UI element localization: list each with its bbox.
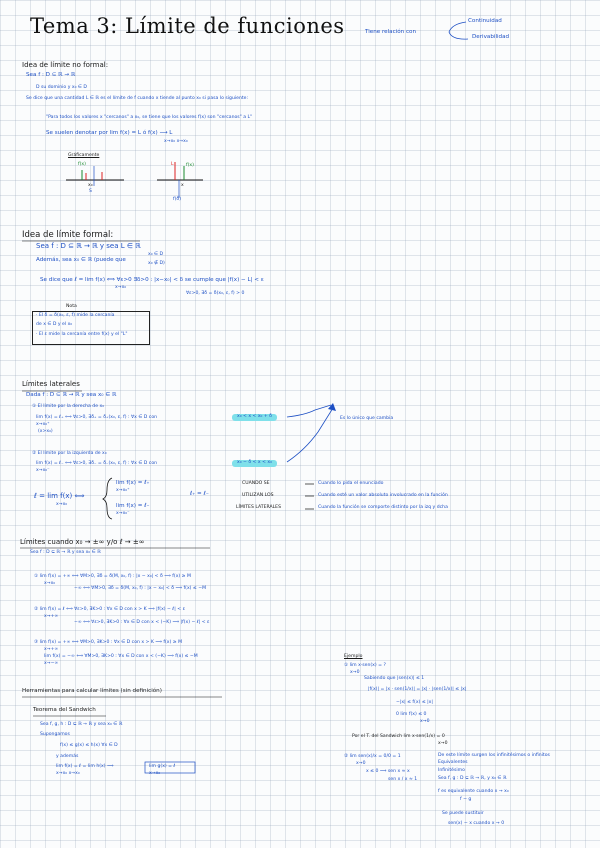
sec4-heading: Límites cuando x₀ → ±∞ y/o ℓ → ±∞ — [20, 538, 145, 546]
sec2-line3-sub: x→x₀ — [115, 285, 127, 290]
example-6: Por el T. del Sandwich lim x·sen(1/x) = 0 — [352, 734, 445, 739]
case-1: Cuando lo pida el enunciado — [318, 481, 384, 486]
graph-x: x — [181, 183, 184, 188]
lateral-equal: ℓ₊ = ℓ₋ — [190, 491, 209, 497]
sec1-line2: D su dominio y x₀ ∈ D — [36, 85, 87, 90]
case-2: Cuando esté un valor absoluto involucrado en la función — [318, 493, 448, 498]
example-7-sub: x→0 — [356, 761, 366, 766]
example-1-sub: x→0 — [350, 670, 360, 675]
sec4-item3-sub: x→+∞ — [44, 647, 59, 652]
note-2: Infinitésimo — [438, 768, 465, 773]
sec5-heading: Herramientas para calcular límites (sin definición) — [22, 688, 162, 694]
sec1-line5-sub: x→x₀ x→x₀ — [164, 139, 188, 144]
graph-fx2: f(x) — [186, 163, 194, 168]
example-1: ① lim x·sen(x) = ? — [344, 663, 386, 668]
note-1: De este límite surgen los infinitésimos o infinitos — [438, 753, 550, 758]
sec4-item3b-sub: x→−∞ — [44, 661, 59, 666]
sec5-line1: Sea f, g, h : D ⊆ ℝ → ℝ y sea x₀ ∈ ℝ — [40, 722, 123, 727]
sec3-a-sub2: (x>x₀) — [38, 429, 53, 434]
sec3-a-title: ① El límite por la derecha de x₀ — [32, 404, 105, 409]
sec2-line2: Además, sea x₀ ∈ ℝ (puede que — [36, 257, 126, 263]
lateral-lim: ℓ = lim f(x) ⟺ — [34, 492, 85, 500]
sec3-a-sub: x→x₀⁺ — [36, 422, 50, 427]
sec5-line5: lim f(x) = ℓ = lim h(x) ⟹ — [56, 764, 114, 769]
case-3: Cuando la función se comporte distinto por la izq y dcha — [318, 505, 448, 510]
sec4-item1: ① lim f(x) = +∞ ⟺ ∀M>0, ∃δ = δ(M, x₀, f) : |x − x₀| < δ ⟹ f(x) ≥ M — [34, 574, 191, 579]
sec1-line1: Sea f : D ⊆ ℝ → ℝ — [26, 72, 76, 78]
example-heading: Ejemplo — [344, 654, 363, 659]
sec4-item2-sub: x→+∞ — [44, 614, 59, 619]
example-2: Sabiendo que |sen(x)| ≤ 1 — [364, 676, 425, 681]
sec4-item2b: −∞ ⟺ ∀ε>0, ∃K>0 : ∀x ∈ D con x < (−K) ⟹ |f(x) − ℓ| < ε — [74, 620, 210, 625]
sec4-item1b: −∞ ⟺ ∀M>0, ∃δ = δ(M, x₀, f) : |x − x₀| < δ ⟹ f(x) ≤ −M — [74, 586, 207, 591]
relation-derivabilidad: Derivabilidad — [472, 34, 510, 40]
note-3: Sea f, g : D ⊆ ℝ → ℝ, y x₀ ∈ ℝ — [438, 776, 507, 781]
example-8: x ≤ 0 ⟹ sen x ≈ x — [366, 769, 410, 774]
relation-text: Tiene relación con — [365, 29, 417, 35]
example-5: 0 lim f(x) ≤ 0 — [396, 712, 427, 717]
sec3-a-eq: lim f(x) = ℓ₊ ⟺ ∀ε>0, ∃δ₊ = δ₊(x₀, ε, f) : ∀x ∈ D con — [36, 415, 158, 420]
sec2-line1: Sea f : D ⊆ ℝ → ℝ y sea L ∈ ℝ — [36, 242, 141, 250]
sec2-heading: Idea de límite formal: — [22, 230, 114, 240]
example-7: ② lim sen(x)/x = 0/0 = 1 — [344, 754, 401, 759]
sec3-a-highlight: x₀ < x < x₀ + δ — [232, 414, 277, 421]
sec4-item1-sub: x→x₀ — [44, 581, 56, 586]
lateral-lim-sub: x→x₀ — [56, 502, 68, 507]
sec4-item3: ③ lim f(x) = +∞ ⟺ ∀M>0, ∃K>0 : ∀x ∈ D con x > K ⟹ f(x) ≥ M — [34, 640, 183, 645]
sec5-line2: Supongamos — [40, 732, 70, 737]
graph-label: Gráficamente — [68, 153, 100, 158]
example-4: −|x| ≤ f(x) ≤ |x| — [396, 700, 433, 705]
sec4-item3b: lim f(x) = −∞ ⟺ ∀M>0, ∃K>0 : ∀x ∈ D con x < (−K) ⟹ f(x) ≤ −M — [44, 654, 198, 659]
graph-s: S — [89, 189, 92, 194]
example-9: sen x / x ≈ 1 — [388, 777, 418, 782]
note-4: f es equivalente cuando x → x₀ — [438, 789, 509, 794]
sec5-line4: y además — [56, 754, 79, 759]
graph-fx: f(x) — [78, 162, 86, 167]
sec3-line1: Dada f : D ⊆ ℝ → ℝ y sea x₀ ∈ ℝ — [26, 392, 117, 398]
sec2-line2b: x₀ ∉ D) — [148, 261, 165, 266]
sec2-line4: ∀ε>0, ∃δ = δ(x₀, ε, f) > 0 — [186, 291, 245, 296]
graph-L: L — [171, 162, 174, 167]
lateral-r1-sub: x→x₀⁺ — [116, 488, 130, 493]
sec1-line5: Se suelen denotar por lim f(x) = L ó f(x) ⟶ L — [46, 130, 173, 136]
sec3-b-eq: lim f(x) = ℓ₋ ⟺ ∀ε>0, ∃δ₋ = δ₋(x₀, ε, f) : ∀x ∈ D con — [36, 461, 158, 466]
sec3-b-highlight: x₀ − δ < x < x₀ — [232, 460, 277, 467]
note-title: Nota — [66, 304, 77, 309]
example-3: |f(x)| = |x · sen(1/x)| = |x| · |sen(1/x)| ≤ |x| — [368, 687, 467, 692]
lateral-r2: lim f(x) = ℓ₋ — [116, 503, 150, 509]
when-2: UTILIZAN LOS — [242, 493, 274, 498]
note-6: Se puede sustituir — [442, 811, 484, 816]
sec3-heading: Límites laterales — [22, 380, 80, 388]
note-line2: de x ∈ D y el x₀ — [36, 322, 73, 327]
lateral-r2-sub: x→x₀⁻ — [116, 511, 130, 516]
sec3-b-title: ② El límite por la izquierda de x₀ — [32, 451, 107, 456]
sandwich-result-sub: x→x₀ — [149, 771, 161, 776]
example-5-sub: x→0 — [420, 719, 430, 724]
note-1b: Equivalentes — [438, 760, 468, 765]
note-line1: · El δ = δ(x₀, ε, f) mide la cercanía — [36, 313, 115, 318]
sec4-line1: Sea f : D ⊆ ℝ → ℝ y sea x₀ ∈ ℝ — [30, 550, 101, 555]
graph-fdelta: f(δ) — [173, 197, 182, 202]
sec5-line5-sub: x→x₀ x→x₀ — [56, 771, 80, 776]
note-line3: · El ε mide la cercanía entre f(x) y el "L" — [36, 332, 128, 337]
note-5: f ∼ g — [460, 797, 472, 802]
when-1: CUANDO SE — [242, 481, 270, 486]
sec4-item2: ② lim f(x) = ℓ ⟺ ∀ε>0, ∃K>0 : ∀x ∈ D con x > K ⟹ |f(x) − ℓ| < ε — [34, 607, 186, 612]
sec3-a-note: Es lo único que cambia — [340, 416, 394, 421]
sec1-heading: Idea de límite no formal: — [22, 61, 109, 69]
sec1-line3: Se dice que una cantidad L ∈ ℝ es el límite de f cuando x tiende al punto x₀ si pasa lo siguiente: — [26, 96, 249, 101]
sandwich-result: lim g(x) = ℓ — [149, 764, 176, 769]
graph-x0: x₀ — [88, 183, 93, 188]
sec5-subheading: Teorema del Sandwich — [33, 707, 96, 713]
sec2-line2a: x₀ ∈ D — [148, 252, 164, 257]
relation-continuidad: Continuidad — [468, 18, 502, 24]
note-7: sen(x) ∼ x cuando x → 0 — [448, 821, 505, 826]
sec1-line4: "Para todos los valores x "cercanos" a x₀, se tiene que los valores f(x) son "cercanos" a L" — [46, 115, 253, 120]
sec5-line3: f(x) ≤ g(x) ≤ h(x) ∀x ∈ D — [60, 743, 118, 748]
sec3-b-sub: x→x₀⁻ — [36, 468, 50, 473]
sec2-line3: Se dice que ℓ = lim f(x) ⟺ ∀ε>0 ∃δ>0 : |x−x₀| < δ se cumple que |f(x) − L| < ε — [40, 277, 264, 283]
example-6-sub: x→0 — [438, 741, 448, 746]
page-title: Tema 3: Límite de funciones — [30, 14, 345, 38]
lateral-r1: lim f(x) = ℓ₊ — [116, 480, 150, 486]
when-3: LÍMITES LATERALES — [236, 505, 282, 510]
